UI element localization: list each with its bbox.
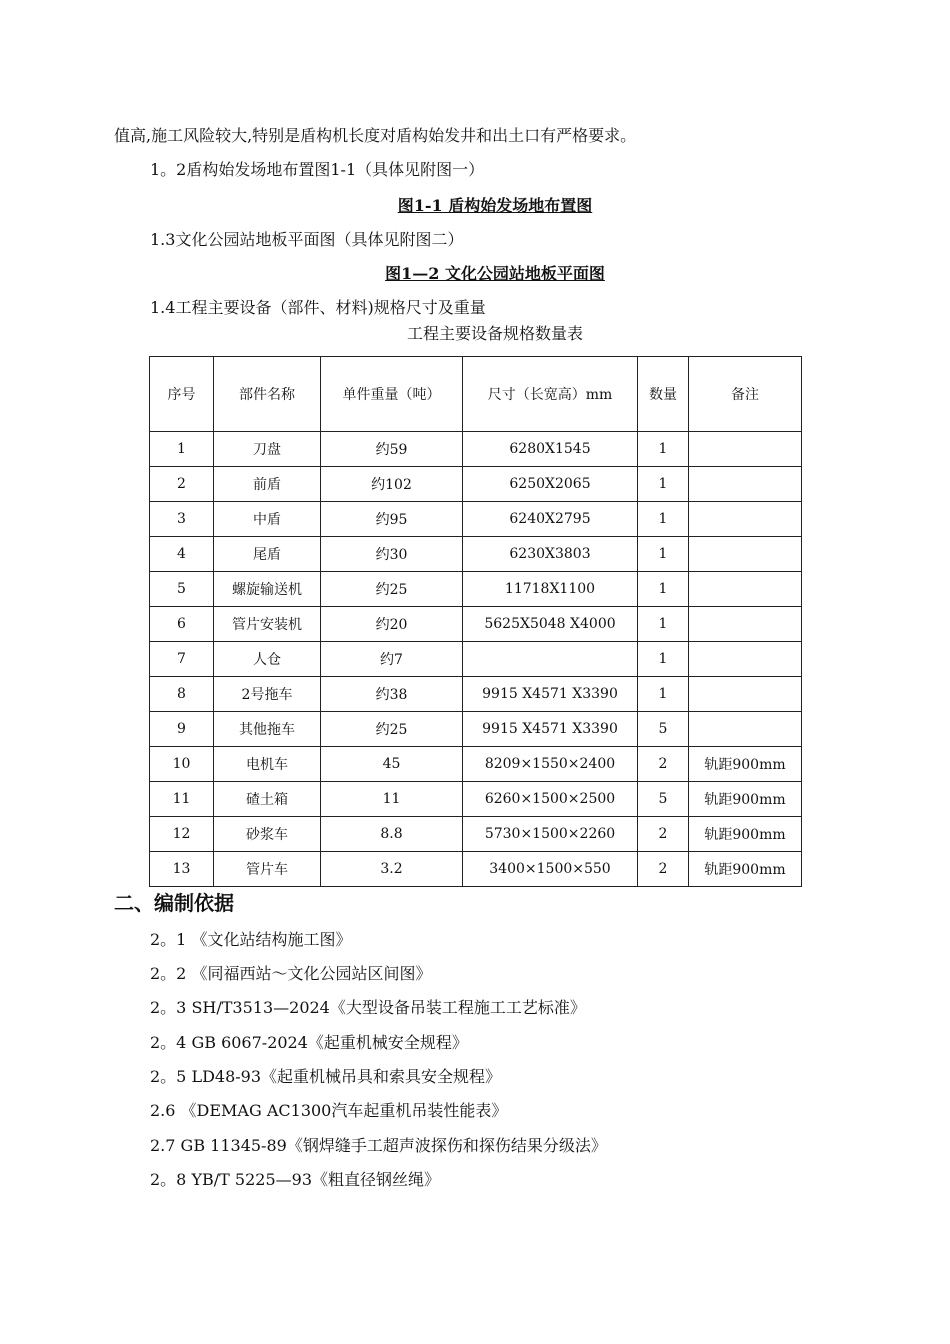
- cell-part-name: 2号拖车: [214, 677, 321, 712]
- cell-quantity: 2: [638, 852, 689, 887]
- cell-remarks: [689, 537, 802, 572]
- cell-unit-weight: 45: [321, 747, 463, 782]
- reference-item: 2。3 SH/T3513—2024《大型设备吊装工程施工工艺标准》: [150, 998, 586, 1017]
- cell-index: 11: [150, 782, 214, 817]
- cell-index: 13: [150, 852, 214, 887]
- cell-part-name: 电机车: [214, 747, 321, 782]
- item-1-2: 1。2盾构始发场地布置图1-1（具体见附图一）: [150, 160, 485, 179]
- header-quantity: 数量: [638, 357, 689, 432]
- cell-quantity: 1: [638, 607, 689, 642]
- figure-caption-1-1: 图1-1 盾构始发场地布置图: [397, 196, 593, 215]
- header-unit-weight: 单件重量（吨）: [321, 357, 463, 432]
- cell-remarks: [689, 677, 802, 712]
- cell-dimensions: 8209×1550×2400: [463, 747, 638, 782]
- cell-part-name: 螺旋输送机: [214, 572, 321, 607]
- table-row: [150, 747, 802, 782]
- equipment-spec-table: [149, 356, 802, 887]
- header-dimensions: 尺寸（长宽高）mm: [463, 357, 638, 432]
- cell-quantity: 1: [638, 572, 689, 607]
- cell-part-name: 其他拖车: [214, 712, 321, 747]
- cell-part-name: 前盾: [214, 467, 321, 502]
- cell-index: 1: [150, 432, 214, 467]
- item-1-3: 1.3文化公园站地板平面图（具体见附图二）: [150, 230, 464, 249]
- reference-item: 2。1 《文化站结构施工图》: [150, 930, 352, 949]
- cell-dimensions: 6230X3803: [463, 537, 638, 572]
- cell-dimensions: 9915 X4571 X3390: [463, 677, 638, 712]
- cell-unit-weight: 3.2: [321, 852, 463, 887]
- cell-unit-weight: 约95: [321, 502, 463, 537]
- cell-dimensions: 6260×1500×2500: [463, 782, 638, 817]
- cell-quantity: 1: [638, 502, 689, 537]
- cell-index: 12: [150, 817, 214, 852]
- cell-quantity: 5: [638, 712, 689, 747]
- table-row: [150, 677, 802, 712]
- table-row: [150, 852, 802, 887]
- cell-unit-weight: 约25: [321, 712, 463, 747]
- header-index: 序号: [150, 357, 214, 432]
- cell-unit-weight: 约7: [321, 642, 463, 677]
- cell-part-name: 尾盾: [214, 537, 321, 572]
- cell-part-name: 碴土箱: [214, 782, 321, 817]
- reference-item: 2.7 GB 11345-89《钢焊缝手工超声波探伤和探伤结果分级法》: [150, 1136, 607, 1155]
- cell-index: 8: [150, 677, 214, 712]
- cell-unit-weight: 约30: [321, 537, 463, 572]
- table-header-row: [150, 357, 802, 432]
- cell-quantity: 1: [638, 677, 689, 712]
- section-heading: 二、编制依据: [114, 891, 234, 915]
- cell-dimensions: 11718X1100: [463, 572, 638, 607]
- cell-remarks: 轨距900mm: [689, 747, 802, 782]
- item-1-4: 1.4工程主要设备（部件、材料)规格尺寸及重量: [150, 298, 486, 317]
- table-row: [150, 607, 802, 642]
- cell-unit-weight: 约25: [321, 572, 463, 607]
- reference-item: 2。5 LD48-93《起重机械吊具和索具安全规程》: [150, 1067, 502, 1086]
- table-row: [150, 712, 802, 747]
- reference-item: 2。8 YB/T 5225—93《粗直径钢丝绳》: [150, 1170, 440, 1189]
- cell-part-name: 管片安装机: [214, 607, 321, 642]
- table-row: [150, 537, 802, 572]
- cell-unit-weight: 11: [321, 782, 463, 817]
- cell-index: 4: [150, 537, 214, 572]
- cell-remarks: [689, 712, 802, 747]
- cell-unit-weight: 约20: [321, 607, 463, 642]
- cell-quantity: 2: [638, 747, 689, 782]
- cell-index: 3: [150, 502, 214, 537]
- cell-unit-weight: 约59: [321, 432, 463, 467]
- cell-index: 2: [150, 467, 214, 502]
- header-part-name: 部件名称: [214, 357, 321, 432]
- cell-remarks: 轨距900mm: [689, 817, 802, 852]
- cell-index: 6: [150, 607, 214, 642]
- cell-dimensions: 6240X2795: [463, 502, 638, 537]
- cell-part-name: 人仓: [214, 642, 321, 677]
- table-row: [150, 432, 802, 467]
- cell-part-name: 中盾: [214, 502, 321, 537]
- cell-quantity: 1: [638, 537, 689, 572]
- cell-index: 10: [150, 747, 214, 782]
- cell-remarks: [689, 572, 802, 607]
- table-row: [150, 642, 802, 677]
- figure-caption-1-2: 图1—2 文化公园站地板平面图: [385, 264, 605, 283]
- cell-remarks: [689, 467, 802, 502]
- cell-part-name: 砂浆车: [214, 817, 321, 852]
- cell-remarks: 轨距900mm: [689, 782, 802, 817]
- reference-item: 2.6 《DEMAG AC1300汽车起重机吊装性能表》: [150, 1101, 508, 1120]
- cell-remarks: 轨距900mm: [689, 852, 802, 887]
- cell-part-name: 管片车: [214, 852, 321, 887]
- cell-dimensions: 9915 X4571 X3390: [463, 712, 638, 747]
- table-row: [150, 817, 802, 852]
- cell-index: 9: [150, 712, 214, 747]
- cell-index: 5: [150, 572, 214, 607]
- cell-unit-weight: 8.8: [321, 817, 463, 852]
- reference-item: 2。2 《同福西站～文化公园站区间图》: [150, 964, 432, 983]
- cell-unit-weight: 约102: [321, 467, 463, 502]
- cell-part-name: 刀盘: [214, 432, 321, 467]
- header-remarks: 备注: [689, 357, 802, 432]
- cell-remarks: [689, 502, 802, 537]
- table-row: [150, 782, 802, 817]
- cell-quantity: 5: [638, 782, 689, 817]
- cell-quantity: 1: [638, 432, 689, 467]
- table-body: [150, 432, 802, 887]
- table-row: [150, 572, 802, 607]
- cell-remarks: [689, 607, 802, 642]
- intro-paragraph-line: 值高,施工风险较大,特别是盾构机长度对盾构始发井和出土口有严格要求。: [114, 126, 637, 145]
- table-row: [150, 467, 802, 502]
- cell-dimensions: 6250X2065: [463, 467, 638, 502]
- reference-item: 2。4 GB 6067-2024《起重机械安全规程》: [150, 1033, 468, 1052]
- cell-remarks: [689, 642, 802, 677]
- cell-unit-weight: 约38: [321, 677, 463, 712]
- cell-index: 7: [150, 642, 214, 677]
- cell-dimensions: 3400×1500×550: [463, 852, 638, 887]
- cell-dimensions: 5625X5048 X4000: [463, 607, 638, 642]
- cell-quantity: 2: [638, 817, 689, 852]
- cell-dimensions: [463, 642, 638, 677]
- cell-quantity: 1: [638, 642, 689, 677]
- table-row: [150, 502, 802, 537]
- table-title: 工程主要设备规格数量表: [406, 324, 583, 343]
- cell-dimensions: 5730×1500×2260: [463, 817, 638, 852]
- cell-remarks: [689, 432, 802, 467]
- cell-dimensions: 6280X1545: [463, 432, 638, 467]
- cell-quantity: 1: [638, 467, 689, 502]
